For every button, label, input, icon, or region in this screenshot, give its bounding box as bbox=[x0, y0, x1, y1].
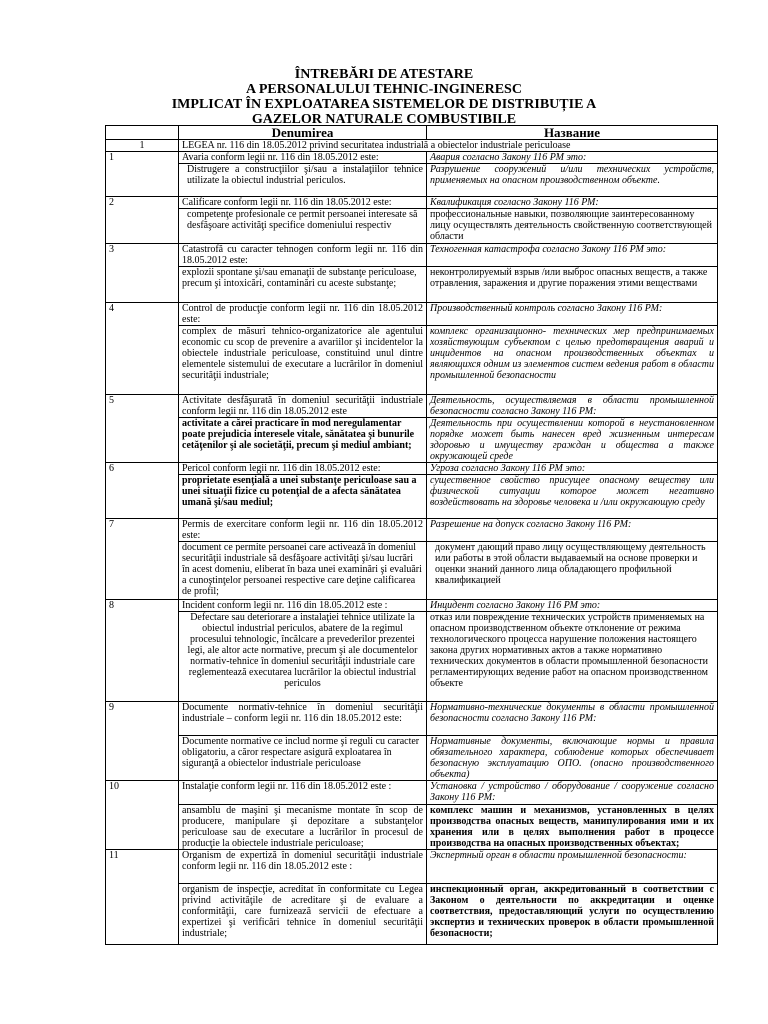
row-number: 8 bbox=[106, 600, 179, 702]
question-russian: Авария согласно Закону 116 РМ это: bbox=[427, 152, 718, 164]
row-number: 4 bbox=[106, 303, 179, 395]
answer-russian: комплекс машин и механизмов, установленных в целях производства опасных веществ, манипулирования ими и их хранения или в целях выполнения работ в процессе производства на опасных производственных объектах; bbox=[427, 805, 718, 850]
question-russian: Экспертный орган в области промышленной безопасности: bbox=[427, 850, 718, 884]
questions-table bbox=[105, 125, 718, 945]
question-row bbox=[106, 600, 718, 612]
question-row bbox=[106, 152, 718, 164]
answer-row bbox=[106, 805, 718, 850]
answer-romanian: competenţe profesionale ce permit persoanei interesate să desfăşoare activităţi specifice domeniului respectiv bbox=[179, 209, 427, 244]
header-romanian: Denumirea bbox=[179, 126, 427, 140]
answer-romanian: document ce permite persoanei care activează în domeniul securităţii industriale să desfăşoare activităţi şi/sau lucrări în acest domeniu, eliberat în baza unei examinări şi evaluări a cunoştinţelor persoanei respective care deţine calificarea de profil; bbox=[179, 542, 427, 600]
row-number: 11 bbox=[106, 850, 179, 945]
question-russian: Разрешение на допуск согласно Закону 116 РМ: bbox=[427, 519, 718, 542]
answer-romanian: activitate a cărei practicare în mod neregulamentar poate prejudicia interesele vitale, sănătatea şi bunurile cetăţenilor şi ale societăţii, precum şi mediul ambiant; bbox=[179, 418, 427, 463]
question-russian: Деятельность, осуществляемая в области промышленной безопасности согласно Закону 116 РМ: bbox=[427, 395, 718, 418]
question-romanian: Activitate desfăşurată în domeniul securităţii industriale conform legii nr. 116 din 18.05.2012 este bbox=[179, 395, 427, 418]
answer-russian: неконтролируемый взрыв /или выброс опасных веществ, а также отравления, заражения и другие поражения этими веществами bbox=[427, 267, 718, 303]
question-romanian: Catastrofă cu caracter tehnogen conform legii nr. 116 din 18.05.2012 este: bbox=[179, 244, 427, 267]
header-russian: Название bbox=[427, 126, 718, 140]
document-title bbox=[0, 67, 768, 127]
answer-row bbox=[106, 884, 718, 945]
answer-romanian: ansamblu de maşini şi mecanisme montate în scop de producere, manipulare şi depozitare a substanţelor periculoase sau de executare a lucrărilor în procesul de producţie la obiectele industriale periculoase; bbox=[179, 805, 427, 850]
question-row bbox=[106, 244, 718, 267]
question-russian: Угроза согласно Закону 116 РМ это: bbox=[427, 463, 718, 475]
question-row bbox=[106, 197, 718, 209]
question-russian: Установка / устройство / оборудование / сооружение согласно Закону 116 РМ: bbox=[427, 781, 718, 805]
title-line-1: ÎNTREBĂRI DE ATESTARE bbox=[294, 67, 474, 82]
question-romanian: Control de producţie conform legii nr. 116 din 18.05.2012 este: bbox=[179, 303, 427, 326]
row-number: 3 bbox=[106, 244, 179, 303]
answer-russian: Разрушение сооружений и/или технических устройств, применяемых на опасном производственном объекте. bbox=[427, 164, 718, 197]
question-romanian: Permis de exercitare conform legii nr. 116 din 18.05.2012 este: bbox=[179, 519, 427, 542]
law-title: LEGEA nr. 116 din 18.05.2012 privind securitatea industrială a obiectelor industriale periculoase bbox=[179, 140, 718, 152]
answer-romanian: explozii spontane şi/sau emanaţii de substanţe periculoase, precum şi intoxicări, contaminări cu aceste substanţe; bbox=[179, 267, 427, 303]
row-number: 9 bbox=[106, 702, 179, 781]
answer-row bbox=[106, 542, 718, 600]
answer-russian: существенное свойство присущее опасному веществу или физической ситуации которое может негативно воздействовать на здоровье человека и /или окружающую среду bbox=[427, 475, 718, 519]
answer-russian: комплекс организационно- технических мер предпринимаемых хозяйствующим субъектом с целью предотвращения аварий и инцидентов на опасном производственных объектах и являющихся одним из элементов систем ведения работ в области промышленной безопасности bbox=[427, 326, 718, 395]
answer-row bbox=[106, 209, 718, 244]
answer-romanian: organism de inspecţie, acreditat în conformitate cu Legea privind activităţile de acreditare şi de evaluare a conformităţii, care furnizează servicii de efectuare a expertizei şi verificări tehnice în domeniul securităţii industriale; bbox=[179, 884, 427, 945]
row-number: 7 bbox=[106, 519, 179, 600]
question-row bbox=[106, 395, 718, 418]
answer-russian: документ дающий право лицу осуществляющему деятельность или работы в этой области выдаваемый на основе проверки и оценки знаний данного лица обладающего профильной квалификацией bbox=[427, 542, 718, 600]
answer-romanian: Defectare sau deteriorare a instalaţiei tehnice utilizate la obiectul industrial periculos, abatere de la regimul procesului tehnologic, încălcare a prevederilor prezentei legi, ale altor acte normative, precum şi ale documentelor normativ-tehnice în domeniul securităţii industriale care reglementează executarea lucrărilor la obiectul industrial periculos bbox=[179, 612, 427, 702]
answer-romanian: complex de măsuri tehnico-organizatorice ale agentului economic cu scop de prevenire a avariilor şi incidentelor la obiectele industriale periculoase, constituind unul dintre elementele sistemului de executare a lucrărilor în domeniul securităţii industriale; bbox=[179, 326, 427, 395]
question-row bbox=[106, 463, 718, 475]
question-russian: Квалификация согласно Закону 116 РМ: bbox=[427, 197, 718, 209]
question-row bbox=[106, 850, 718, 884]
question-russian: Нормативно-технические документы в области промышленной безопасности согласно Закону 116 РМ: bbox=[427, 702, 718, 736]
question-row bbox=[106, 702, 718, 736]
answer-russian: Нормативные документы, включающие нормы и правила обязательного характера, соблюдение которых обеспечивает безопасную эксплуатацию ОПО. (опасно производственного объекта) bbox=[427, 736, 718, 781]
answer-romanian: Documente normative ce includ norme şi reguli cu caracter obligatoriu, a căror respectare asigură exploatarea în siguranţă a obiectelor industriale periculoase bbox=[179, 736, 427, 781]
question-row bbox=[106, 781, 718, 805]
question-row bbox=[106, 303, 718, 326]
table-header-row bbox=[106, 126, 718, 140]
row-number: 1 bbox=[106, 140, 179, 152]
question-romanian: Incident conform legii nr. 116 din 18.05.2012 este : bbox=[179, 600, 427, 612]
answer-row bbox=[106, 475, 718, 519]
title-line-4: GAZELOR NATURALE COMBUSTIBILE bbox=[251, 112, 517, 127]
answer-row bbox=[106, 736, 718, 781]
question-row bbox=[106, 519, 718, 542]
question-romanian: Instalaţie conform legii nr. 116 din 18.05.2012 este : bbox=[179, 781, 427, 805]
row-number: 2 bbox=[106, 197, 179, 244]
question-romanian: Calificare conform legii nr. 116 din 18.05.2012 este: bbox=[179, 197, 427, 209]
title-line-2: A PERSONALULUI TEHNIC-INGINERESC bbox=[246, 82, 522, 97]
law-title-row bbox=[106, 140, 718, 152]
answer-russian: Деятельность при осуществлении которой в неустановленном порядке может быть нанесен вред жизненным интересам здоровью и имуществу граждан и общества а также окружающей среде bbox=[427, 418, 718, 463]
answer-row bbox=[106, 612, 718, 702]
answer-row bbox=[106, 326, 718, 395]
header-number-cell bbox=[106, 126, 179, 140]
answer-row bbox=[106, 267, 718, 303]
answer-row bbox=[106, 418, 718, 463]
answer-romanian: Distrugere a construcţiilor şi/sau a instalaţiilor tehnice utilizate la obiectul industrial periculos. bbox=[179, 164, 427, 197]
row-number: 1 bbox=[106, 152, 179, 197]
row-number: 5 bbox=[106, 395, 179, 463]
question-russian: Техногенная катастрофа согласно Закону 116 РМ это: bbox=[427, 244, 718, 267]
answer-row bbox=[106, 164, 718, 197]
question-russian: Производственный контроль согласно Закону 116 РМ: bbox=[427, 303, 718, 326]
answer-romanian: proprietate esenţială a unei substanţe periculoase sau a unei situaţii fizice cu potenţial de a afecta sănătatea umană şi/sau mediul; bbox=[179, 475, 427, 519]
row-number: 10 bbox=[106, 781, 179, 850]
title-line-3: IMPLICAT ÎN EXPLOATAREA SISTEMELOR DE DISTRIBUȚIE A bbox=[171, 97, 597, 112]
question-romanian: Documente normativ-tehnice în domeniul securităţii industriale – conform legii nr. 116 din 18.05.2012 este: bbox=[179, 702, 427, 736]
row-number: 6 bbox=[106, 463, 179, 519]
question-romanian: Pericol conform legii nr. 116 din 18.05.2012 este: bbox=[179, 463, 427, 475]
answer-russian: отказ или повреждение технических устройств применяемых на опасном производственном объекте отклонение от режима технологического процесса нарушение положения настоящего закона других нормативных актов а также нормативно технических документов в области промышленной безопасности регламентирующих ведение работ на опасном производственном объекте bbox=[427, 612, 718, 702]
answer-russian: инспекционный орган, аккредитованный в соответствии с Законом о деятельности по аккредитации и оценке соответствия, предоставляющий услуги по осуществлению экспертиз и технических проверок в области промышленной безопасности; bbox=[427, 884, 718, 945]
question-russian: Инцидент согласно Закону 116 РМ это: bbox=[427, 600, 718, 612]
answer-russian: профессиональные навыки, позволяющие заинтересованному лицу осуществлять деятельность свойственную соответствующей области bbox=[427, 209, 718, 244]
question-romanian: Avaria conform legii nr. 116 din 18.05.2012 este: bbox=[179, 152, 427, 164]
question-romanian: Organism de expertiză în domeniul securităţii industriale conform legii nr. 116 din 18.05.2012 este : bbox=[179, 850, 427, 884]
